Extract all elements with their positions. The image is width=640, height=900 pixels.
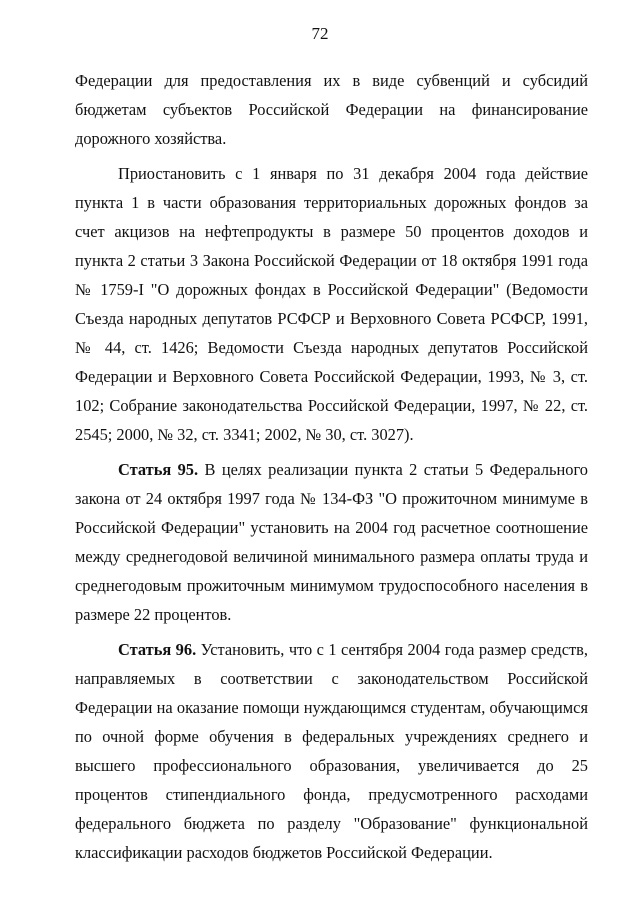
article-heading: Статья 95. [118, 460, 199, 479]
paragraph-suspension [75, 159, 588, 449]
paragraph-text: В целях реализации пункта 2 статьи 5 Федерального закона от 24 октября 1997 года № 134-ФЗ "О прожиточном минимуме в Российской Федерации" установить на 2004 год расчетное соотношение между среднегодовой величиной минимального размера оплаты труда и среднегодовым прожиточным минимумом трудоспособного населения в размере 22 процентов. [75, 460, 588, 624]
paragraph-text: Установить, что с 1 сентября 2004 года размер средств, направляемых в соответствии с законодательством Российской Федерации на оказание помощи нуждающимся студентам, обучающимся по очной форме обучения в федеральных учреждениях среднего и высшего профессионального образования, увеличивается до 25 процентов стипендиального фонда, предусмотренного расходами федерального бюджета по разделу "Образование" функциональной классификации расходов бюджетов Российской Федерации. [75, 640, 588, 862]
paragraph-article-95 [75, 455, 588, 629]
paragraph-article-96 [75, 635, 588, 867]
article-heading: Статья 96. [118, 640, 197, 659]
paragraph-text: Приостановить с 1 января по 31 декабря 2004 года действие пункта 1 в части образования территориальных дорожных фондов за счет акцизов на нефтепродукты в размере 50 процентов доходов и пункта 2 статьи 3 Закона Российской Федерации от 18 октября 1991 года № 1759-I "О дорожных фондах в Российской Федерации" (Ведомости Съезда народных депутатов РСФСР и Верховного Совета РСФСР, 1991, № 44, ст. 1426; Ведомости Съезда народных депутатов Российской Федерации и Верховного Совета Российской Федерации, 1993, № 3, ст. 102; Собрание законодательства Российской Федерации, 1997, № 22, ст. 2545; 2000, № 32, ст. 3341; 2002, № 30, ст. 3027). [75, 164, 588, 444]
page-number: 72 [311, 24, 329, 43]
document-body [75, 66, 588, 867]
paragraph-text: Федерации для предоставления их в виде субвенций и субсидий бюджетам субъектов Российской Федерации на финансирование дорожного хозяйства. [75, 71, 588, 148]
paragraph-continuation [75, 66, 588, 153]
